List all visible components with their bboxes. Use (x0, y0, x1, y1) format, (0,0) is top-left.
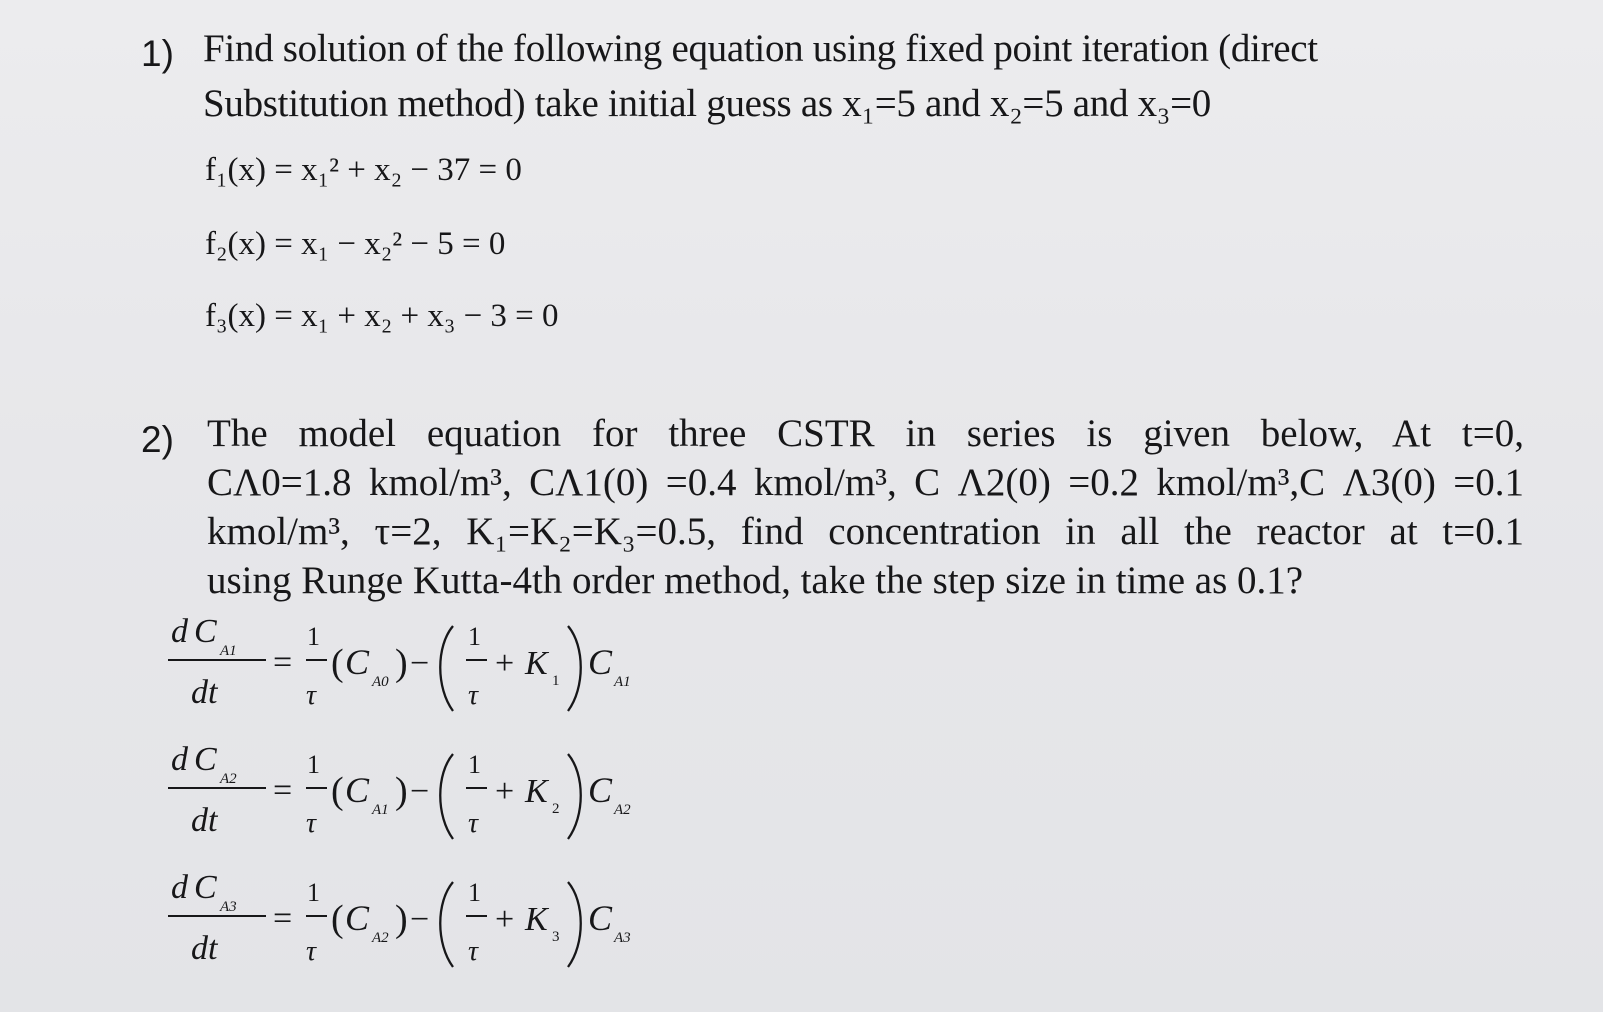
ode-1-right-paren: ) (395, 642, 408, 684)
ode-2-k-subscript: 2 (552, 801, 560, 817)
question-2-line-2: CΛ0=1.8 kmol/m³, CΛ1(0) =0.4 kmol/m³, C Λ2(0) =0.2 kmol/m³,C Λ3(0) =0.1 (207, 461, 1524, 504)
ode-1-dt: dt (191, 674, 218, 711)
ode-3-output-c: C (588, 898, 613, 938)
ode-3-k-subscript: 3 (552, 929, 560, 945)
question-2-number: 2) (141, 419, 174, 460)
ode-2-left-paren: ( (331, 770, 344, 812)
ode-3-minus: − (410, 901, 430, 938)
ode-1-input-subscript: A0 (372, 674, 389, 690)
ode-1-large-left-paren (440, 626, 453, 711)
ode-2-output-c: C (588, 770, 613, 810)
ode-2-right-paren: ) (395, 770, 408, 812)
equation-f2: f₂(x) = x₁ − x₂² − 5 = 0 (205, 226, 506, 262)
ode-row-2 (168, 741, 631, 839)
ode-2-minus: − (410, 773, 430, 810)
ode-2-plus: + (495, 773, 515, 810)
ode-3-inner-one: 1 (468, 878, 481, 907)
ode-3-left-paren: ( (331, 898, 344, 940)
ode-row-3 (168, 869, 631, 967)
ode-3-input-subscript: A2 (372, 930, 389, 946)
ode-3-right-paren: ) (395, 898, 408, 940)
ode-1-output-subscript: A1 (614, 674, 631, 690)
ode-2-inner-tau: τ (468, 808, 479, 839)
equation-f1: f₁(x) = x₁² + x₂ − 37 = 0 (205, 152, 522, 188)
ode-2-large-right-paren (568, 754, 581, 839)
ode-1-output-c: C (588, 642, 613, 682)
ode-1-tau: τ (306, 680, 317, 711)
ode-2-dt: dt (191, 802, 218, 839)
question-1-line-2: Substitution method) take initial guess as x₁=5 and x₂=5 and x₃=0 (203, 82, 1212, 125)
ode-3-one: 1 (307, 878, 320, 907)
ode-3-inner-tau: τ (468, 936, 479, 967)
ode-3-d: d (171, 869, 188, 906)
question-2-line-4: using Runge Kutta-4th order method, take the step size in time as 0.1? (207, 559, 1304, 602)
ode-2-tau: τ (306, 808, 317, 839)
ode-1-inner-one: 1 (468, 622, 481, 651)
ode-2-input-c: C (345, 770, 370, 810)
ode-2-c: C (194, 741, 217, 778)
ode-2-equals: = (273, 772, 293, 809)
ode-3-plus: + (495, 901, 515, 938)
ode-2-output-subscript: A2 (614, 802, 631, 818)
ode-3-dt: dt (191, 930, 218, 967)
ode-1-minus: − (410, 645, 430, 682)
ode-1-large-right-paren (568, 626, 581, 711)
question-1-line-1: Find solution of the following equation using fixed point iteration (direct (203, 27, 1318, 70)
question-2-line-1: The model equation for three CSTR in series is given below, At t=0, (207, 412, 1524, 455)
ode-1-c: C (194, 613, 217, 650)
ode-1-input-c: C (345, 642, 370, 682)
ode-1-inner-tau: τ (468, 680, 479, 711)
ode-1-plus: + (495, 645, 515, 682)
ode-2-lhs-subscript: A2 (220, 771, 237, 787)
ode-1-k: K (525, 645, 548, 682)
question-2-line-3: kmol/m³, τ=2, K₁=K₂=K₃=0.5, find concentration in all the reactor at t=0.1 (207, 510, 1524, 553)
ode-2-d: d (171, 741, 188, 778)
cstr-ode-system (163, 610, 723, 982)
ode-2-inner-one: 1 (468, 750, 481, 779)
ode-2-large-left-paren (440, 754, 453, 839)
ode-3-lhs-subscript: A3 (220, 899, 237, 915)
ode-3-output-subscript: A3 (614, 930, 631, 946)
ode-1-one: 1 (307, 622, 320, 651)
ode-1-lhs-subscript: A1 (220, 643, 237, 659)
ode-row-1 (168, 613, 631, 711)
ode-2-input-subscript: A1 (372, 802, 389, 818)
ode-1-left-paren: ( (331, 642, 344, 684)
question-1-number: 1) (141, 33, 174, 74)
ode-3-large-left-paren (440, 882, 453, 967)
ode-3-tau: τ (306, 936, 317, 967)
ode-3-large-right-paren (568, 882, 581, 967)
ode-3-input-c: C (345, 898, 370, 938)
ode-3-c: C (194, 869, 217, 906)
ode-1-equals: = (273, 644, 293, 681)
equation-f3: f₃(x) = x₁ + x₂ + x₃ − 3 = 0 (205, 298, 559, 334)
ode-1-k-subscript: 1 (552, 673, 560, 689)
ode-2-one: 1 (307, 750, 320, 779)
ode-2-k: K (525, 773, 548, 810)
ode-3-k: K (525, 901, 548, 938)
ode-1-d: d (171, 613, 188, 650)
ode-3-equals: = (273, 900, 293, 937)
